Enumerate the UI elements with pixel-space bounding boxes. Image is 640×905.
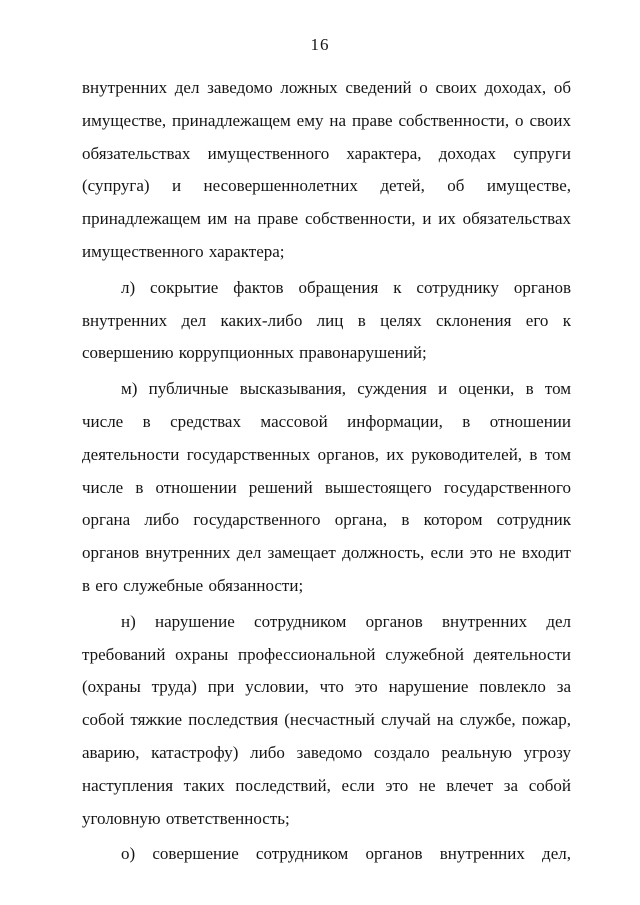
paragraph: л) сокрытие фактов обращения к сотруднику органов внутренних дел каких-либо лиц в целях склонения его к совершению коррупционных правонарушений;: [82, 277, 571, 363]
page-content: [82, 72, 571, 871]
paragraph: н) нарушение сотрудником органов внутренних дел требований охраны профессиональной служебной деятельности (охраны труда) при условии, что это нарушение повлекло за собой тяжкие последствия (несчастный случай на службе, пожар, аварию, катастрофу) либо заведомо создало реальную угрозу наступления таких последствий, если это не влечет за собой уголовную ответственность;: [82, 611, 571, 828]
paragraph: о) совершение сотрудником органов внутренних дел,: [121, 844, 571, 864]
paragraph: внутренних дел заведомо ложных сведений о своих доходах, об имуществе, принадлежащем ему на праве собственности, о своих обязательствах имущественного характера, доходах супруги (супруга) и несовершеннолетних детей, об имуществе, принадлежащем им на праве собственности, и их обязательствах имущественного характера;: [82, 78, 571, 261]
paragraph: м) публичные высказывания, суждения и оценки, в том числе в средствах массовой информации, в отношении деятельности государственных органов, их руководителей, в том числе в отношении решений вышестоящего государственного органа либо государственного органа, в котором сотрудник органов внутренних дел замещает должность, если это не входит в его служебные обязанности;: [82, 379, 571, 595]
page-number: 16: [310, 35, 330, 54]
